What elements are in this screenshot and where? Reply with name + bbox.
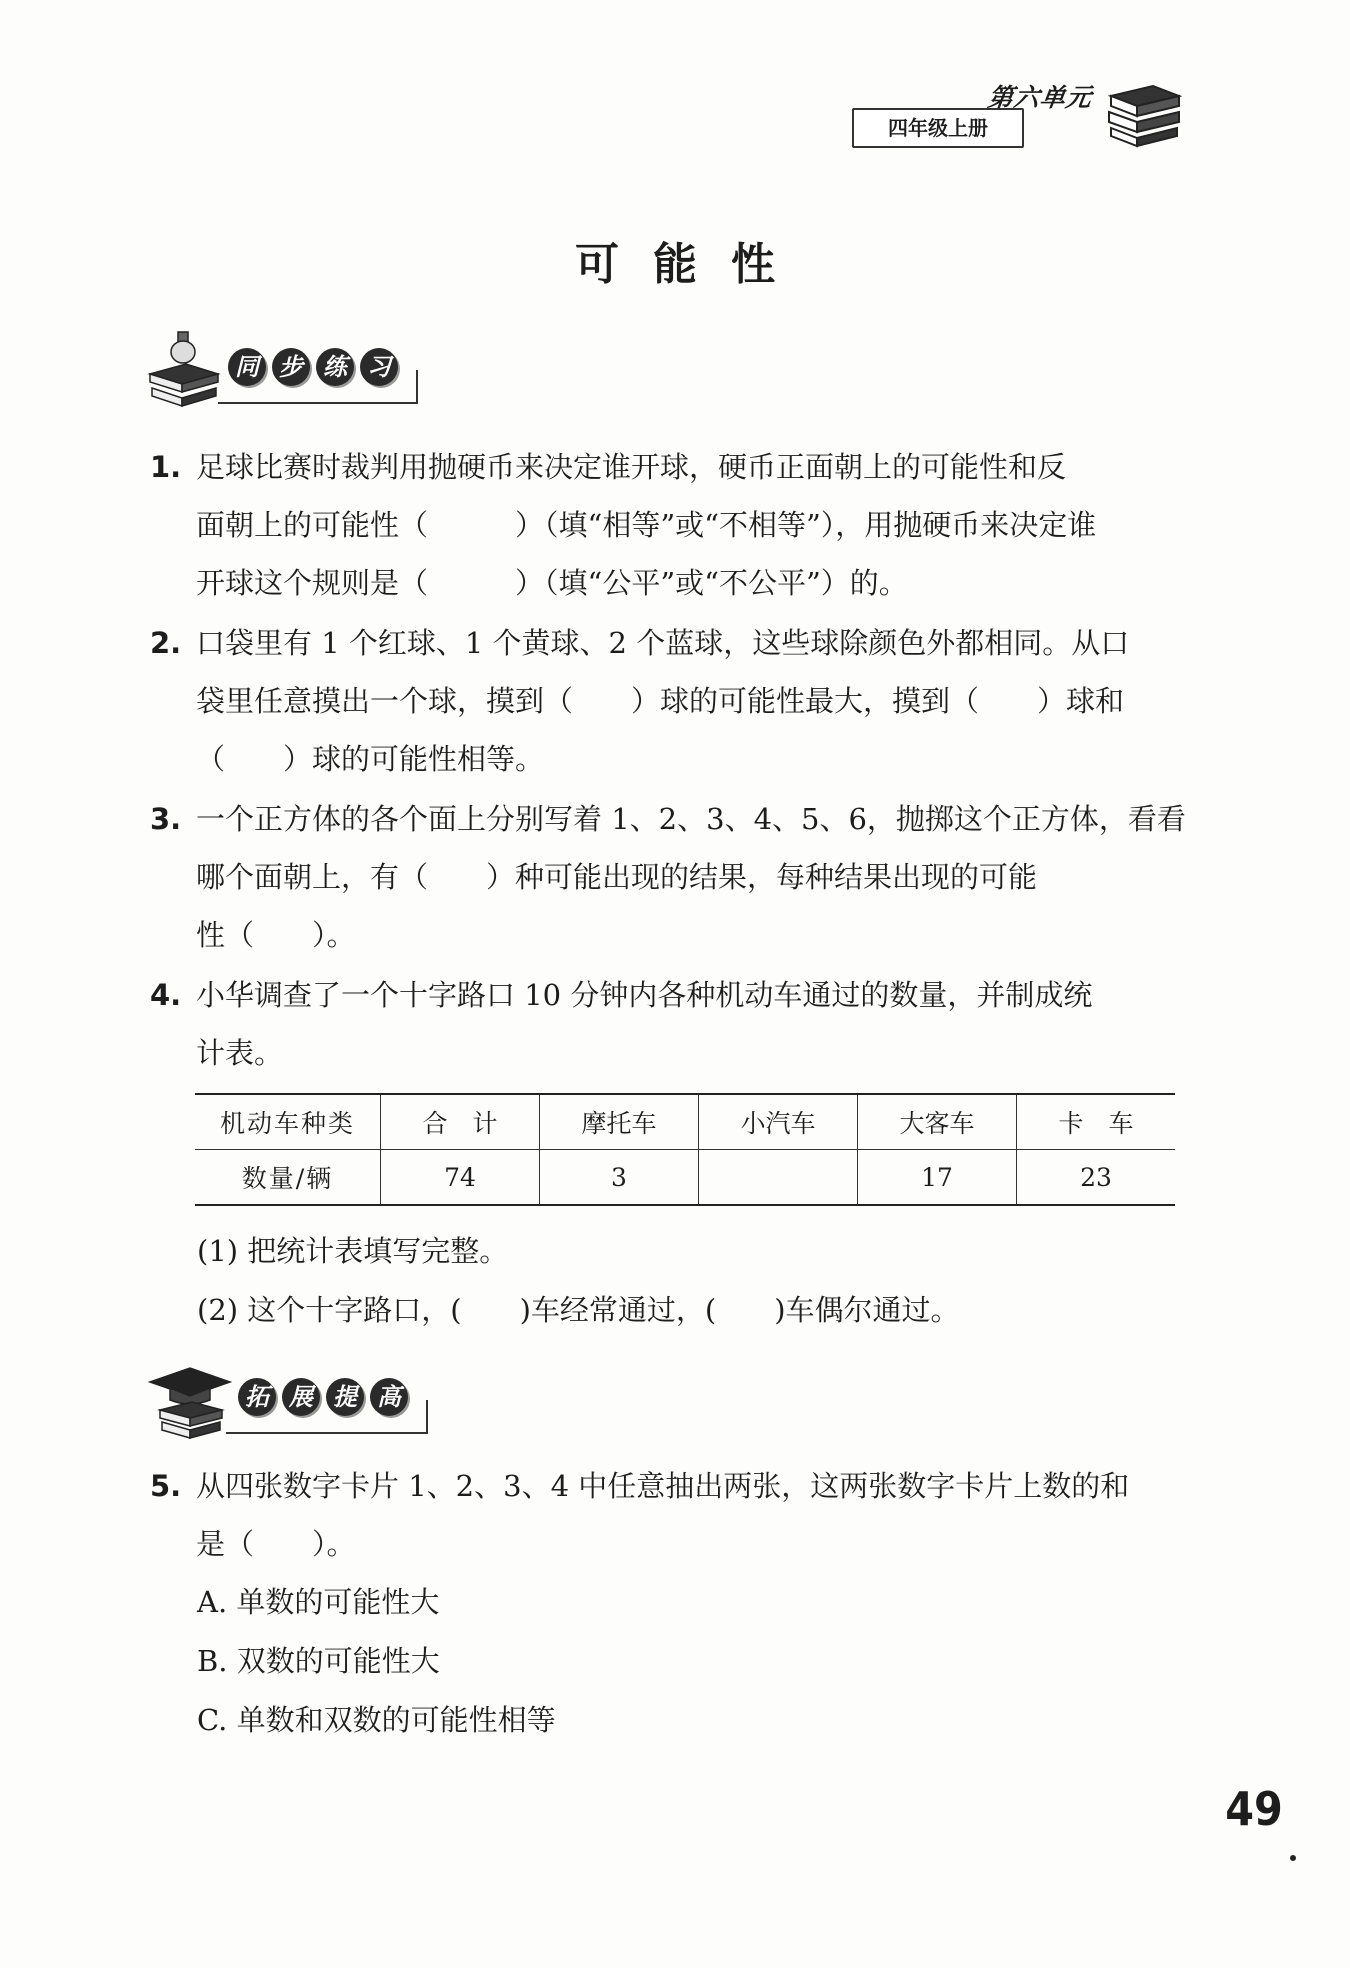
subquestion-1: (1) 把统计表填写完整。 <box>197 1234 509 1268</box>
page-dot <box>1290 1855 1296 1861</box>
question-number: 3. <box>150 802 182 836</box>
badge-bracket <box>226 1400 428 1434</box>
table-cell: 74 <box>381 1150 540 1206</box>
table-header-cell: 机动车种类 <box>195 1094 381 1150</box>
table-cell: 23 <box>1017 1150 1176 1206</box>
grade-label: 四年级上册 <box>852 108 1024 148</box>
table-cell: 数量/辆 <box>241 1164 334 1193</box>
badge-char: 高 <box>370 1378 408 1416</box>
question-line: 从四张数字卡片 1、2、3、4 中任意抽出两张，这两张数字卡片上数的和 <box>196 1469 1130 1503</box>
question-line: 哪个面朝上，有（ ）种可能出现的结果，每种结果出现的可能 <box>196 860 1038 894</box>
question-line: 开球这个规则是（ ）（填“公平”或“不公平”）的。 <box>196 566 908 600</box>
badge-bracket <box>218 370 418 404</box>
table-row <box>195 1150 1175 1206</box>
lamp-books-icon <box>146 330 226 410</box>
option-c[interactable]: C. 单数和双数的可能性相等 <box>197 1703 556 1737</box>
table-cell-blank[interactable] <box>699 1150 858 1206</box>
table-header-cell: 摩托车 <box>540 1094 699 1150</box>
badge-char: 练 <box>316 348 354 386</box>
page-number: 49 <box>1225 1782 1283 1836</box>
section-extension <box>146 1360 436 1440</box>
question-3 <box>150 790 1186 964</box>
question-line: （ ）球的可能性相等。 <box>196 742 545 776</box>
question-line: 面朝上的可能性（ ）（填“相等”或“不相等”），用抛硬币来决定谁 <box>196 508 1097 542</box>
question-line: 性（ ）。 <box>196 918 356 952</box>
question-line: 小华调查了一个十字路口 10 分钟内各种机动车通过的数量，并制成统 <box>196 978 1093 1012</box>
subquestion-2: (2) 这个十字路口，( )车经常通过，( )车偶尔通过。 <box>197 1293 960 1327</box>
unit-header <box>848 78 1188 158</box>
section-practice <box>146 330 426 410</box>
question-4 <box>150 966 1180 1082</box>
question-line: 足球比赛时裁判用抛硬币来决定谁开球，硬币正面朝上的可能性和反 <box>196 450 1067 484</box>
table-cell: 17 <box>858 1150 1017 1206</box>
question-line: 袋里任意摸出一个球，摸到（ ）球的可能性最大，摸到（ ）球和 <box>196 684 1125 718</box>
badge-char: 步 <box>272 348 310 386</box>
statistics-table <box>195 1093 1175 1206</box>
question-5 <box>150 1457 1180 1573</box>
question-line: 是（ ）。 <box>196 1527 356 1561</box>
question-number: 1. <box>150 450 182 484</box>
badge-char: 同 <box>228 348 266 386</box>
table-header-cell: 卡 车 <box>1017 1094 1176 1150</box>
unit-label: 第六单元 <box>986 83 1095 112</box>
table-header-cell: 大客车 <box>858 1094 1017 1150</box>
question-number: 2. <box>150 626 182 660</box>
question-line: 计表。 <box>196 1036 284 1070</box>
question-line: 口袋里有 1 个红球、1 个黄球、2 个蓝球，这些球除颜色外都相同。从口 <box>196 626 1130 660</box>
table-header-row <box>195 1094 1175 1150</box>
graduation-cap-icon <box>146 1360 236 1440</box>
badge-char: 拓 <box>238 1378 276 1416</box>
page-title: 可能性 <box>575 239 809 290</box>
question-2 <box>150 614 1180 788</box>
question-number: 4. <box>150 978 182 1012</box>
badge-char: 提 <box>326 1378 364 1416</box>
option-a[interactable]: A. 单数的可能性大 <box>197 1585 440 1619</box>
question-number: 5. <box>150 1469 182 1503</box>
table-header-cell: 合 计 <box>381 1094 540 1150</box>
option-b[interactable]: B. 双数的可能性大 <box>197 1644 440 1678</box>
books-icon <box>1103 78 1183 148</box>
question-1 <box>150 438 1180 612</box>
table-cell: 3 <box>540 1150 699 1206</box>
question-line: 一个正方体的各个面上分别写着 1、2、3、4、5、6，抛掷这个正方体，看看 <box>196 802 1186 836</box>
badge-char: 展 <box>282 1378 320 1416</box>
badge-char: 习 <box>360 348 398 386</box>
table-header-cell: 小汽车 <box>699 1094 858 1150</box>
